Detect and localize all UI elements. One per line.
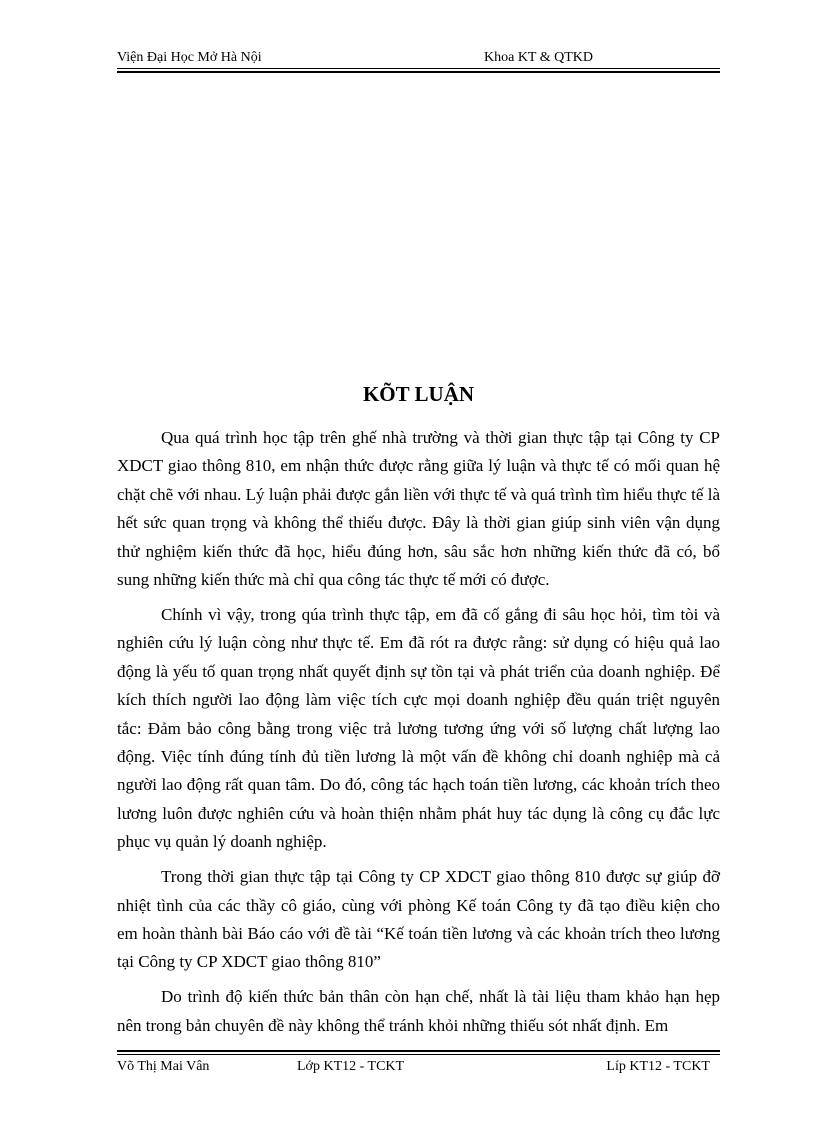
header-rule-bottom bbox=[117, 71, 720, 73]
page-footer bbox=[117, 1058, 720, 1076]
paragraph-3: Trong thời gian thực tập tại Công ty CP XDCT giao thông 810 được sự giúp đỡ nhiệt tình của các thầy cô giáo, cùng với phòng Kế toán Công ty đã tạo điều kiện cho em hoàn thành bài Báo cáo với đề tài “Kế toán tiền lương và các khoản trích theo lương tại Công ty CP XDCT giao thông 810” bbox=[117, 867, 720, 972]
footer-author: Võ Thị Mai Vân bbox=[117, 1059, 210, 1074]
paragraph-1: Qua quá trình học tập trên ghế nhà trường và thời gian thực tập tại Công ty CP XDCT giao thông 810, em nhận thức được rằng giữa lý luận và thực tế có mối quan hệ chặt chẽ với nhau. Lý luận phải được gắn liền với thực tế và quá trình tìm hiểu thực tế là hết sức quan trọng và không thể thiếu được. Đây là thời gian giúp sinh viên vận dụng thử nghiệm kiến thức đã học, hiểu đúng hơn, sâu sắc hơn những kiến thức đã có, bổ sung những kiến thức mà chỉ qua công tác thực tế mới có được. bbox=[117, 428, 720, 590]
footer-rule-bottom bbox=[117, 1054, 720, 1055]
header-institution: Viện Đại Học Mở Hà Nội bbox=[117, 50, 262, 65]
body-text bbox=[117, 424, 720, 1047]
header-faculty: Khoa KT & QTKD bbox=[484, 50, 594, 65]
footer-rule-top bbox=[117, 1050, 720, 1052]
footer-class: Lớp KT12 - TCKT bbox=[297, 1059, 405, 1074]
paragraph-4: Do trình độ kiến thức bản thân còn hạn chế, nhất là tài liệu tham khảo hạn hẹp nên trong bản chuyên đề này không thể tránh khỏi những thiếu sót nhất định. Em bbox=[117, 987, 720, 1035]
header-rule-top bbox=[117, 68, 720, 69]
page-header bbox=[117, 49, 720, 67]
footer-class-alt: Líp KT12 - TCKT bbox=[606, 1059, 710, 1074]
page-title: KÕT LUẬN bbox=[362, 382, 475, 406]
paragraph-2: Chính vì vậy, trong qúa trình thực tập, em đã cố gắng đi sâu học hỏi, tìm tòi và nghiên cứu lý luận còng như thực tế. Em đã rót ra được rằng: sử dụng có hiệu quả lao động là yếu tố quan trọng nhất quyết định sự tồn tại và phát triển của doanh nghiệp. Để kích thích người lao động làm việc tích cực mọi doanh nghiệp đều quán triệt nguyên tắc: Đảm bảo công bằng trong việc trả lương tương ứng với số lượng chất lượng lao động. Việc tính đúng tính đủ tiền lương là một vấn đề không chỉ doanh nghiệp mà cả người lao động rất quan tâm. Do đó, công tác hạch toán tiền lương, các khoản trích theo lương luôn được nghiên cứu và hoàn thiện nhằm phát huy tác dụng là công cụ đắc lực phục vụ quản lý doanh nghiệp. bbox=[117, 604, 720, 852]
